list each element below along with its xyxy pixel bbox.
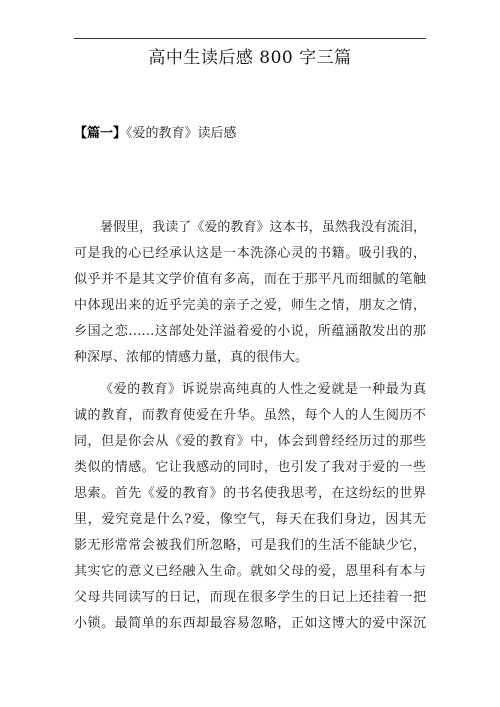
paragraph-line: 《爱的教育》诉说崇高纯真的人性之爱就是一种最为真: [100, 382, 426, 397]
paragraph-line: 似乎并不是其文学价值有多高，而在于那平凡而细腻的笔触: [74, 272, 426, 287]
paragraph-line: 影无形常常会被我们所忽略，可是我们的生活不能缺少它，: [74, 538, 426, 553]
section-heading: [74, 124, 237, 144]
paragraph-line: 小锁。最简单的东西却最容易忽略，正如这博大的爱中深沉: [74, 616, 426, 631]
section-label: 【篇一】: [74, 126, 127, 141]
paragraph-line: 种深厚、浓郁的情感力量，真的很伟大。: [74, 350, 309, 365]
paragraph-1: [74, 215, 426, 371]
paragraph-line: 其实它的意义已经融入生命。就如父母的爱，恩里科有本与: [74, 564, 426, 579]
paragraph-line: 中体现出来的近乎完美的亲子之爱，师生之情，朋友之情，: [74, 298, 426, 313]
paragraph-line: 乡国之恋……这部处处洋溢着爱的小说，所蕴涵散发出的那: [74, 324, 426, 339]
paragraph-line: 父母共同读写的日记，而现在很多学生的日记上还挂着一把: [74, 590, 426, 605]
section-heading-text: 《爱的教育》读后感: [126, 126, 237, 141]
paragraph-line: 类似的情感。它让我感动的同时，也引发了我对于爱的一些: [74, 460, 426, 475]
paragraph-line: 同，但是你会从《爱的教育》中，体会到曾经经历过的那些: [74, 434, 426, 449]
paragraph-line: 思索。首先《爱的教育》的书名使我思考，在这纷纭的世界: [74, 486, 426, 501]
paragraph-2: [74, 377, 426, 637]
header-rule: [74, 38, 426, 39]
paragraph-line: 里，爱究竟是什么?爱，像空气，每天在我们身边，因其无: [74, 512, 426, 527]
paragraph-line: 暑假里，我读了《爱的教育》这本书，虽然我没有流泪，: [100, 220, 426, 235]
page-title: 高中生读后感 800 字三篇: [148, 48, 352, 68]
paragraph-line: 可是我的心已经承认这是一本洗涤心灵的书籍。吸引我的，: [74, 246, 426, 261]
paragraph-line: 诚的教育，而教育使爱在升华。虽然，每个人的人生阅历不: [74, 408, 426, 423]
